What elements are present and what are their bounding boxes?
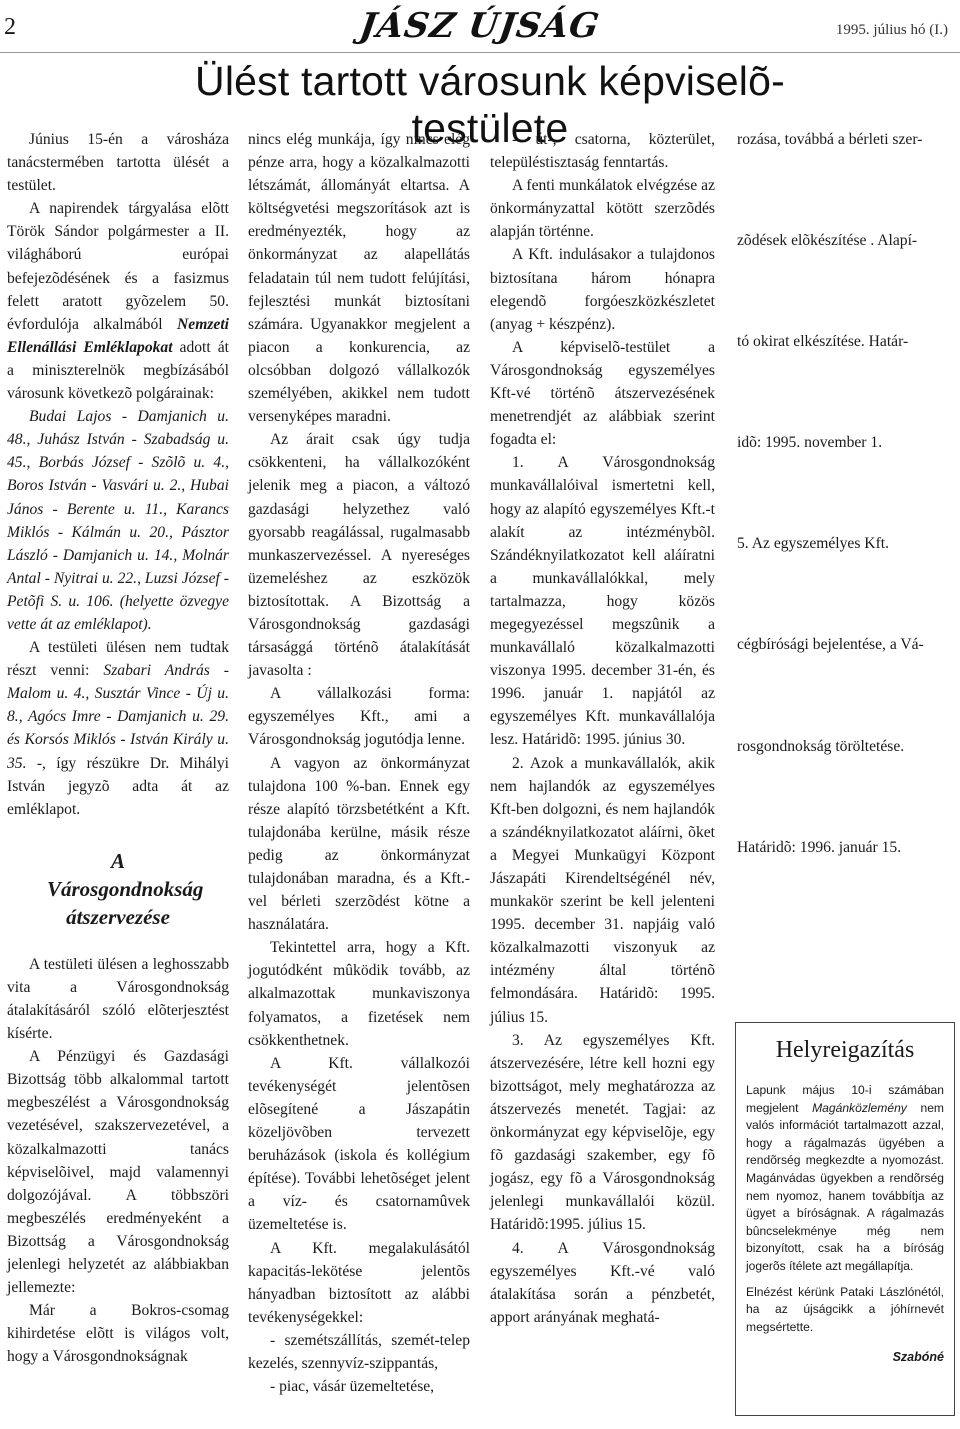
- correction-box: [735, 1022, 955, 1416]
- text-line: rozása, továbbá a bérleti szer-: [737, 131, 923, 148]
- text-line: 5. Az egyszemélyes Kft.: [737, 535, 889, 553]
- paragraph: A fenti munkálatok elvégzése az önkormányzattal kötött szerzõdés alapján történne.: [490, 177, 715, 241]
- paragraph: A Kft. indulásakor a tulajdonos biztosítana három hónapra elegendõ forgóeszközkészletet (anyag + készpénz).: [490, 246, 715, 333]
- paragraph: A Kft. megalakulásától kapacitás-lekötése jelentõs hányadban biztosított az alábbi tevékenységekkel:: [248, 1239, 470, 1326]
- list-item: - szemétszállítás, szemét-telep kezelés, szennyvíz-szippantás,: [248, 1331, 470, 1372]
- issue-date: 1995. július hó (I.): [835, 22, 948, 38]
- list-item: - piac, vásár üzemeltetése,: [270, 1378, 435, 1396]
- correction-title: Helyreigazítás: [775, 1037, 915, 1063]
- paragraph: A képviselõ-testület a Városgondnokság egyszemélyes Kft-vé történõ átszervezésének menetrendjét az alábbiak szerint fogadta el:: [490, 338, 715, 449]
- paragraph: Lapunk május 10-i számában megjelent Magánközlemény nem valós információt tartalmazott azzal, hogy a rágalmazás ügyében a rendõrség megkezdte a nyomozást. Magánvádas ügyekben a rendõrség nem nyomoz, hanem továbbítja az ügyet a bíróságnak. A rágalmazás bûncselekménye még nem bizonyított, csak ha a bíróság jogerõs ítélete azt megállapítja.: [746, 1083, 944, 1273]
- page-number: 2: [4, 14, 16, 40]
- paragraph: A testületi ülésen nem tudtak részt venni: Szabari András - Malom u. 4., Susztár Vince - Új u. 8., Agócs Imre - Damjanich u. 29. és Korsós Miklós - István Király u. 35. -, így részükre Dr. Mihályi István jegyzõ adta át az emléklapot.: [7, 639, 230, 818]
- paragraph: A Kft. vállalkozói tevékenységét jelentõsen elõsegítené a Jászapátin közeljövõben tervezett beruházások (iskola és kollégium építése). További lehetõséget jelent a víz- és csatornamûvek üzemeltetése is.: [248, 1054, 470, 1234]
- numbered-item: 2. Azok a munkavállalók, akik nem hajlandók az egyszemélyes Kft-ben dolgozni, és nem hajlandók a szándéknyilatkozatot aláírni, õket a Megyei Munkaügyi Központ Jászapáti Kirendeltségénél név, munkakör szerint be kell jelenteni 1995. december 31. napjáig való közalkalmazotti viszonyuk az intézmény által történõ felmondására. Határidõ: 1995. július 15.: [490, 754, 715, 1026]
- masthead: [0, 0, 960, 46]
- paragraph: A vállalkozási forma: egyszemélyes Kft., ami a Városgondnokság jogutódja lenne.: [248, 685, 470, 749]
- column-4: [737, 128, 955, 859]
- paragraph: Június 15-én a városháza tanácstermében tartotta ülését a testület.: [7, 131, 229, 195]
- text-line: cégbírósági bejelentése, a Vá-: [737, 636, 924, 654]
- paragraph: A Pénzügyi és Gazdasági Bizottság több alkalommal tartott megbeszélést a Városgondnokság vezetésével, szakszervezetével, a közalkalmazotti tanács képviselõivel, majd valamennyi dolgozójával. A többszöri megbeszélés eredményeként a Bizottság a Városgondnokság jelenlegi helyzetét az alábbiakban jellemezte:: [7, 1048, 229, 1297]
- text-line: idõ: 1995. november 1.: [737, 434, 883, 452]
- correction-body: [736, 1082, 954, 1336]
- recipient-list: Budai Lajos - Damjanich u. 48., Juhász István - Szabadság u. 45., Borbás József - Szõlõ u. 4., Boros István - Vasvári u. 2., Hubai János - Berente u. 11., Karancs Miklós - Kálmán u. 20., Pásztor László - Damjanich u. 14., Molnár Antal - Nyitrai u. 22., Luzsi József - Petõfi S. u. 106. (helyette özvegye vette át az emléklapot).: [7, 408, 229, 633]
- paragraph: Az árait csak úgy tudja csökkenteni, ha vállalkozóként jelenik meg a piacon, a változó gazdasági helyzethez való gyorsabb reagálással, rugalmasabb munkaszervezéssel. A nyereséges üzemeléshez az eszközök biztosítottak. A Bizottság a Városgondnokság gazdasági társasággá történõ átalakítását javasolta :: [248, 431, 470, 680]
- header-rule: [0, 52, 960, 53]
- signature: Szabóné: [892, 1350, 944, 1365]
- paragraph: Már a Bokros-csomag kihirdetése elõtt is világos volt, hogy a Városgondnokságnak: [7, 1302, 229, 1366]
- numbered-item: 4. A Városgondnokság egyszemélyes Kft.-vé való átalakítása során a pénzbetét, apport arányának meghatá-: [490, 1239, 715, 1326]
- column-3: [490, 128, 715, 1329]
- section-subheading: A Városgondnokság átszervezése: [47, 848, 204, 929]
- article-headline: Ülést tartott városunk képviselõ-testülete: [195, 58, 785, 151]
- paragraph: Elnézést kérünk Pataki Lászlónétól, ha az újságcikk a jóhírnevét megsértette.: [746, 1284, 944, 1334]
- bold-term: Nemzeti Ellenállási Emléklapokat: [7, 315, 229, 356]
- list-item: - út-, csatorna, közterület, településtisztaság fenntartás.: [490, 131, 715, 172]
- paragraph: A napirendek tárgyalása elõtt Török Sándor polgármester a II. világháború európai befejezõdésének és a fasizmus felett aratott gyõzelem 50. évfordulója alkalmából Nemzeti Ellenállási Emléklapokat adott át a miniszterelnök megbízásából városunk következõ polgárainak:: [7, 200, 229, 403]
- paragraph: Tekintettel arra, hogy a Kft. jogutódként mûködik tovább, az alkalmazottak munkaviszonya folyamatos, a fizetések nem csökkenthetnek.: [248, 939, 470, 1049]
- numbered-item: 1. A Városgondnokság munkavállalóival ismertetni kell, hogy az alapító egyszemélyes Kft.-t alakít az intézménybõl. Szándéknyilatkozatot kell aláíratni a munkavállalókkal, mely tartalmazza, hogy közös megegyezéssel megszûnik a munkavállaló közalkalmazotti viszonya 1995. december 31-én, és 1996. január 1. napjától az egyszemélyes Kft. munkavállalója lesz. Határidõ: 1995. június 30.: [490, 454, 715, 749]
- text-line: rosgondnokság töröltetése.: [737, 737, 905, 755]
- column-1: [7, 128, 229, 1369]
- newspaper-logo: JÁSZ ÚJSÁG: [357, 6, 603, 46]
- text-line: zõdések elõkészítése . Alapí-: [737, 232, 918, 250]
- paragraph: nincs elég munkája, így nincs elég pénze arra, hogy a közalkalmazotti létszámát, állományát eltartsa. A költségvetési megszorítások azt is eredményezték, hogy az önkormányzat az alapellátás feladatain túl nem tudott felújítási, fejlesztési munkát biztosítani számára. Ugyanakkor megjelent a piacon a konkurencia, az olcsóbban dolgozó vállalkozók személyében, akikkel nem tudott versenyképes maradni.: [248, 131, 470, 426]
- paragraph: A vagyon az önkormányzat tulajdona 100 %-ban. Ennek egy része alapító törzsbetétként a Kft. tulajdonába kerülne, másik része pedig az önkormányzat tulajdonában maradna, és a Kft.-vel bérleti szerzõdést kötne a használatára.: [248, 754, 470, 934]
- column-2: [248, 128, 470, 1398]
- numbered-item: 3. Az egyszemélyes Kft. átszervezésére, létre kell hozni egy bizottságot, mely meghatározza az átszervezés menetét. Tagjai: az önkormányzat egy képviselõje, egy fõ gazdasági szakember, egy fõ jogász, egy fõ a Városgondnokság jelenlegi munkavállalói közül. Határidõ:1995. július 15.: [490, 1031, 715, 1234]
- text-line: tó okirat elkészítése. Határ-: [737, 333, 909, 351]
- text-line: Határidõ: 1996. január 15.: [737, 838, 902, 856]
- paragraph: A testületi ülésen a leghosszabb vita a Városgondnokság átalakításáról szóló elõterjesztést kísérte.: [7, 955, 229, 1043]
